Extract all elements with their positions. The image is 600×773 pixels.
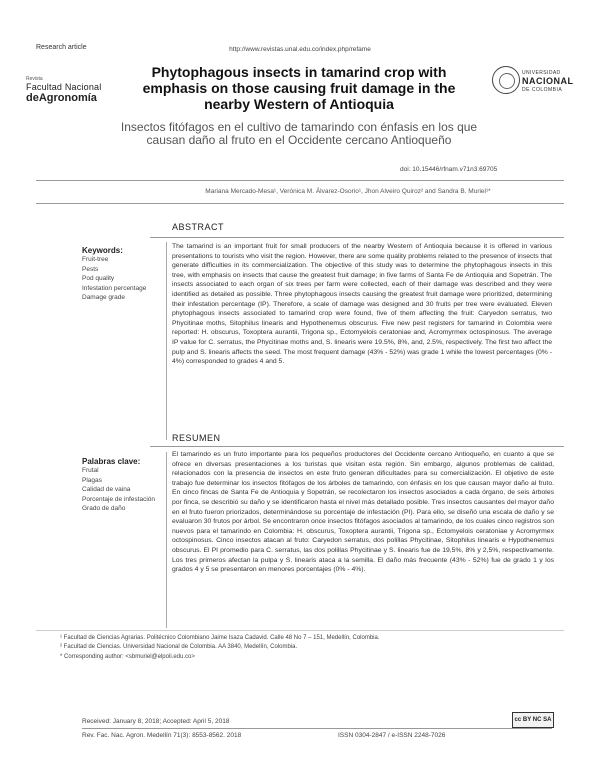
- divider: [36, 180, 564, 181]
- journal-logo: [26, 76, 130, 104]
- journal-logo-line1: Facultad Nacional: [26, 82, 102, 92]
- article-title: Phytophagous insects in tamarind crop with emphasis on those causing fruit damage in the nearby Western of Antioquia: [142, 64, 456, 112]
- divider: [36, 203, 564, 204]
- divider: [150, 446, 564, 447]
- footnotes: [60, 634, 560, 662]
- keyword: Grado de daño: [82, 505, 126, 513]
- license-badge[interactable]: cc BY NC SA: [512, 712, 554, 728]
- abstract-heading: ABSTRACT: [172, 222, 225, 232]
- keyword: Damage grade: [82, 294, 125, 302]
- divider: [36, 630, 564, 631]
- citation: Rev. Fac. Nac. Agron. Medellín 71(3): 8553-8562. 2018: [82, 732, 242, 739]
- seal-line2: NACIONAL: [522, 76, 574, 86]
- seal-emblem-icon: [492, 66, 520, 94]
- journal-logo-line2: deAgronomía: [26, 92, 97, 104]
- seal-line1: UNIVERSIDAD: [522, 70, 561, 76]
- palabras-clave-block: [82, 457, 168, 514]
- palabras-clave-title: Palabras clave:: [82, 457, 141, 466]
- issn: ISSN 0304-2847 / e-ISSN 2248-7026: [338, 732, 446, 739]
- resumen-heading: RESUMEN: [172, 433, 221, 443]
- keyword: Frutal: [82, 467, 99, 474]
- article-subtitle: Insectos fitófagos en el cultivo de tamarindo con énfasis en los que causan daño al fruto en el Occidente cercano Antioqueño: [120, 120, 478, 147]
- authors: Mariana Mercado-Mesa¹, Verónica M. Álvarez-Osorio¹, Jhon Alveiro Quiroz² and Sandra B. Muriel¹*: [205, 188, 491, 195]
- seal-line3: DE COLOMBIA: [522, 87, 563, 93]
- keywords-block: [82, 246, 166, 303]
- footnote: ¹ Facultad de Ciencias Agrarias. Politécnico Colombiano Jaime Isaza Cadavid. Calle 48 No 7 – 151, Medellín, Colombia.: [60, 635, 380, 641]
- university-seal: [492, 66, 576, 106]
- keyword: Pests: [82, 265, 99, 273]
- divider: [150, 237, 564, 238]
- article-type: Research article: [36, 44, 87, 51]
- divider: [166, 452, 167, 628]
- journal-logo-small: Revista: [26, 76, 43, 82]
- keyword: Calidad de vaina: [82, 486, 131, 494]
- doi[interactable]: doi: 10.15446/rfnam.v71n3.69705: [400, 166, 498, 173]
- received-dates: Received: January 8, 2018; Accepted: April 5, 2018: [82, 718, 230, 725]
- abstract-paragraph: The tamarind is an important fruit for small producers of the nearby Western of Antioquia because it is offered in various presentations to tourists who visit the region. However, there are some quality problems related to the presence of insects that generate difficulties in its commercialization. The objective of this study was to determine the phytophagous insects in this tree, with emphasis on insects that cause the greatest fruit damage; in five farms of Santa Fe de Antioquia and Sopetrán. The insects associated to each organ of six trees per farm were collected, each of their damage was described and they were identified as detailed as possible. Three phytophagous insects causing the greatest fruit damage were prioritized, determining their infestation percentage (IP). Therefore, a scale of damage was designed and 30 fruits per tree were evaluated. Eleven phytophagous insects associated to tamarind crop were found, five of them affecting the fruit: Caryedon serratus, two Phycitinae moths, Sitophilus linearis and Hypothenemus obscurus. Five new pest registers for tamarind in Colombia were reported: H. obscurus, Toxoptera aurantii, Trigona sp., Ectomyelois ceratoniae and, Acromyrmex octospinosus. The average IP value for C. serratus, the Phycitinae moths and, S. linearis were 19.5%, 8%, and, 2.5%, respectively. The first two affect the pulp and S. linearis affects the seed. The most frequent damage (43% - 52%) was grade 1 while the lowest percentages (0% - 4%) corresponded to grades 4 and 5.: [172, 243, 552, 366]
- keyword: Plagas: [82, 476, 102, 484]
- footnote: * Corresponding author: <sbmuriel@elpoli.edu.co>: [60, 653, 195, 660]
- keyword: Infestation percentage: [82, 284, 147, 292]
- keywords-title: Keywords:: [82, 246, 123, 255]
- keyword: Fruit-tree: [82, 256, 109, 263]
- abstract-text: [172, 242, 552, 367]
- footnote: ² Facultad de Ciencias. Universidad Nacional de Colombia. AA 3840, Medellín, Colombia.: [60, 644, 298, 651]
- resumen-text: [172, 450, 554, 575]
- divider: [82, 728, 552, 729]
- divider: [166, 242, 167, 440]
- resumen-paragraph: El tamarindo es un fruto importante para los pequeños productores del Occidente cercano Antioqueño, en cuanto a que se ofrece en diversas presentaciones a los turistas que visitan esta región. Sin embargo, algunos problemas de calidad, relacionados con la presencia de insectos en este fruto generan dificultades para su comercialización. El objetivo de este trabajo fue determinar los insectos fitófagos de los árboles de tamarindo, con énfasis en los que causan mayor daño al fruto. En cinco fincas de Santa Fe de Antioquia y Sopetrán, se recolectaron los insectos asociados a cada órgano, de seis árboles por finca, se describió su daño y se identificaron hasta el nivel más detallado posible. Tres insectos causantes del mayor daño en el fruto fueron priorizados, determinándose su porcentaje de infestación (PI). Para ello, se diseñó una escala de daño y se evaluaron 30 frutos por árbol. Se encontraron once insectos fitófagos asociados al tamarindo, de los cuales cinco registros son nuevos para el tamarindo en Colombia: H. obscurus, Toxoptera aurantii, Trigona sp., Ectomyelois ceratoniae y Acromyrmex octospinosus. Cinco insectos atacan al fruto: Caryedon serratus, dos polillas Phycitinae, Sitophilus linearis e Hypothenemus obscurus. El PI promedio para C. serratus, las dos polillas Phycitinae y S. linearis fue de 19,5%, 8% y 2,5%, respectivamente. Los tres primeros afectan la pulpa y S. linearis ataca a la semilla. El daño más frecuente (43% - 52%) fue de grado 1 y los grados 4 y 5 se presentaron en menores porcentajes (0% - 4%).: [172, 451, 554, 574]
- keyword: Porcentaje de infestación: [82, 495, 155, 503]
- keyword: Pod quality: [82, 275, 115, 283]
- journal-url[interactable]: http://www.revistas.unal.edu.co/index.php/refame: [229, 46, 371, 53]
